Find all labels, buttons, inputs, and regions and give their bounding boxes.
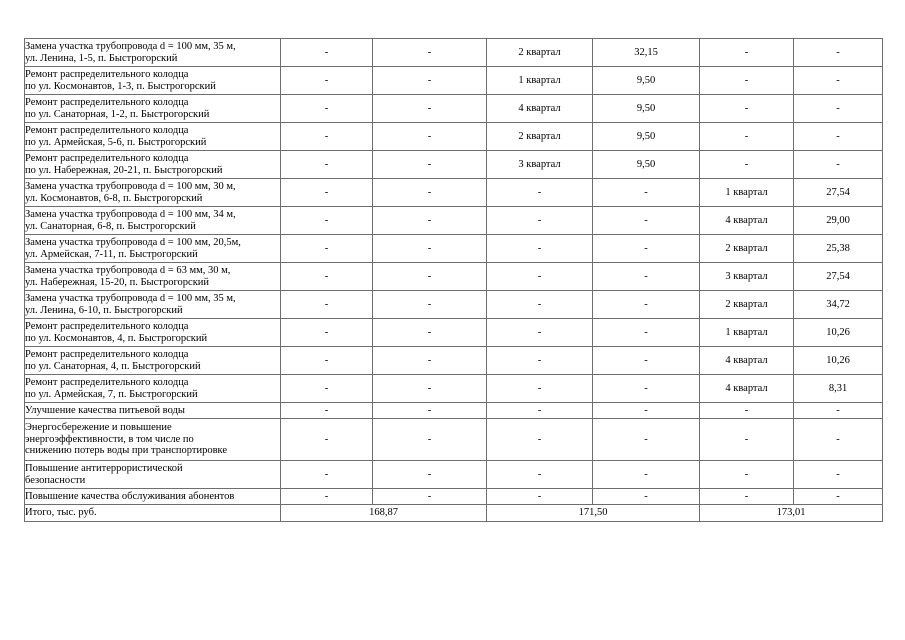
cell: - xyxy=(281,461,373,489)
cell: 9,50 xyxy=(593,67,700,95)
cell: - xyxy=(373,151,487,179)
cell: - xyxy=(593,347,700,375)
table-row xyxy=(25,347,883,375)
row-label: Ремонт распределительного колодца по ул. Космонавтов, 1-3, п. Быстрогорский xyxy=(25,67,281,95)
row-label-line: Замена участка трубопровода d = 100 мм, 35 м, ул. Ленина, 1-5, п. Быстрогорский xyxy=(25,40,236,64)
row-label: Ремонт распределительного колодца по ул. Санаторная, 4, п. Быстрогорский xyxy=(25,347,281,375)
cell: - xyxy=(373,179,487,207)
cell: 3 квартал xyxy=(700,263,794,291)
row-label: Повышение качества обслуживания абонентов xyxy=(25,489,281,505)
cell: - xyxy=(700,39,794,67)
cell: 4 квартал xyxy=(487,95,593,123)
cell: - xyxy=(281,123,373,151)
row-label: Ремонт распределительного колодца по ул. Космонавтов, 4, п. Быстрогорский xyxy=(25,319,281,347)
totals-row xyxy=(25,505,883,522)
table-row xyxy=(25,263,883,291)
table-body xyxy=(25,39,883,522)
row-label: Ремонт распределительного колодца по ул. Армейская, 5-6, п. Быстрогорский xyxy=(25,123,281,151)
cell: - xyxy=(487,319,593,347)
cell: - xyxy=(794,39,883,67)
cell: - xyxy=(281,419,373,461)
cell: - xyxy=(281,39,373,67)
cell: - xyxy=(373,291,487,319)
cell: - xyxy=(281,347,373,375)
cell: 9,50 xyxy=(593,95,700,123)
cell: - xyxy=(281,207,373,235)
cell: 27,54 xyxy=(794,263,883,291)
table-row xyxy=(25,291,883,319)
cell: 1 квартал xyxy=(487,67,593,95)
cell: - xyxy=(281,403,373,419)
cell: - xyxy=(487,419,593,461)
total-value: 168,87 xyxy=(281,505,487,522)
cell: - xyxy=(794,151,883,179)
cell: - xyxy=(373,95,487,123)
cell: - xyxy=(593,291,700,319)
cell: 9,50 xyxy=(593,151,700,179)
table-row xyxy=(25,67,883,95)
cell: - xyxy=(794,95,883,123)
cell: - xyxy=(700,403,794,419)
cell: - xyxy=(281,263,373,291)
investment-table xyxy=(24,38,883,522)
table-row xyxy=(25,207,883,235)
cell: - xyxy=(373,67,487,95)
table-row xyxy=(25,39,883,67)
cell: 1 квартал xyxy=(700,179,794,207)
cell: - xyxy=(593,235,700,263)
cell: 10,26 xyxy=(794,319,883,347)
table-row xyxy=(25,375,883,403)
cell: - xyxy=(487,235,593,263)
table-row xyxy=(25,461,883,489)
cell: - xyxy=(281,95,373,123)
table-row xyxy=(25,95,883,123)
cell: - xyxy=(373,123,487,151)
cell: - xyxy=(700,67,794,95)
cell: - xyxy=(593,403,700,419)
cell: - xyxy=(487,347,593,375)
cell: - xyxy=(700,95,794,123)
cell: - xyxy=(593,461,700,489)
cell: - xyxy=(373,403,487,419)
cell: - xyxy=(487,207,593,235)
cell: 27,54 xyxy=(794,179,883,207)
row-label: Замена участка трубопровода d = 100 мм, 34 м, ул. Санаторная, 6-8, п. Быстрогорский xyxy=(25,207,281,235)
cell: - xyxy=(281,179,373,207)
cell: - xyxy=(487,375,593,403)
row-label: Замена участка трубопровода d = 100 мм, 35 м, ул. Ленина, 6-10, п. Быстрогорский xyxy=(25,291,281,319)
cell: - xyxy=(593,375,700,403)
cell: - xyxy=(281,235,373,263)
cell: - xyxy=(794,461,883,489)
cell: - xyxy=(373,263,487,291)
table-row xyxy=(25,151,883,179)
cell: - xyxy=(281,291,373,319)
total-value: 173,01 xyxy=(700,505,883,522)
cell: - xyxy=(700,151,794,179)
totals-label: Итого, тыс. руб. xyxy=(25,505,281,522)
cell: - xyxy=(373,461,487,489)
cell: - xyxy=(593,207,700,235)
cell: - xyxy=(700,419,794,461)
cell: - xyxy=(794,419,883,461)
cell: 2 квартал xyxy=(700,291,794,319)
row-label: Ремонт распределительного колодца по ул. Армейская, 7, п. Быстрогорский xyxy=(25,375,281,403)
cell: - xyxy=(593,489,700,505)
row-label xyxy=(25,39,281,67)
row-label: Замена участка трубопровода d = 63 мм, 30 м, ул. Набережная, 15-20, п. Быстрогорский xyxy=(25,263,281,291)
cell: - xyxy=(700,461,794,489)
cell: - xyxy=(281,489,373,505)
cell: - xyxy=(700,123,794,151)
cell: 29,00 xyxy=(794,207,883,235)
row-label: Ремонт распределительного колодца по ул. Санаторная, 1-2, п. Быстрогорский xyxy=(25,95,281,123)
table-row xyxy=(25,489,883,505)
table-row xyxy=(25,419,883,461)
cell: 1 квартал xyxy=(700,319,794,347)
cell: - xyxy=(487,489,593,505)
row-label: Замена участка трубопровода d = 100 мм, 20,5м, ул. Армейская, 7-11, п. Быстрогорский xyxy=(25,235,281,263)
cell: 4 квартал xyxy=(700,207,794,235)
cell: - xyxy=(593,263,700,291)
cell: 3 квартал xyxy=(487,151,593,179)
cell: - xyxy=(794,489,883,505)
cell: - xyxy=(487,263,593,291)
cell: - xyxy=(373,489,487,505)
cell: - xyxy=(373,347,487,375)
table-row xyxy=(25,403,883,419)
table-row xyxy=(25,235,883,263)
cell: 9,50 xyxy=(593,123,700,151)
cell: 2 квартал xyxy=(487,39,593,67)
table-row xyxy=(25,123,883,151)
cell: - xyxy=(373,39,487,67)
cell: - xyxy=(281,375,373,403)
cell: 25,38 xyxy=(794,235,883,263)
cell: - xyxy=(593,419,700,461)
cell: - xyxy=(487,403,593,419)
total-value: 171,50 xyxy=(487,505,700,522)
row-label: Улучшение качества питьевой воды xyxy=(25,403,281,419)
cell: 32,15 xyxy=(593,39,700,67)
cell: - xyxy=(593,179,700,207)
cell: 8,31 xyxy=(794,375,883,403)
cell: 10,26 xyxy=(794,347,883,375)
cell: - xyxy=(281,67,373,95)
cell: - xyxy=(487,291,593,319)
cell: 4 квартал xyxy=(700,375,794,403)
row-label: Повышение антитеррористической безопасности xyxy=(25,461,281,489)
cell: - xyxy=(373,319,487,347)
cell: - xyxy=(794,403,883,419)
cell: - xyxy=(487,179,593,207)
row-label: Замена участка трубопровода d = 100 мм, 30 м, ул. Космонавтов, 6-8, п. Быстрогорский xyxy=(25,179,281,207)
cell: 34,72 xyxy=(794,291,883,319)
cell: - xyxy=(373,207,487,235)
cell: - xyxy=(281,319,373,347)
cell: - xyxy=(487,461,593,489)
cell: - xyxy=(700,489,794,505)
cell: - xyxy=(373,375,487,403)
cell: - xyxy=(281,151,373,179)
cell: 4 квартал xyxy=(700,347,794,375)
table-row xyxy=(25,319,883,347)
cell: - xyxy=(373,235,487,263)
cell: - xyxy=(794,67,883,95)
cell: - xyxy=(593,319,700,347)
row-label: Ремонт распределительного колодца по ул. Набережная, 20-21, п. Быстрогорский xyxy=(25,151,281,179)
cell: 2 квартал xyxy=(700,235,794,263)
table-row xyxy=(25,179,883,207)
cell: - xyxy=(373,419,487,461)
cell: - xyxy=(794,123,883,151)
row-label: Энергосбережение и повышение энергоэффективности, в том числе по снижению потерь воды при транспортировке xyxy=(25,419,281,461)
cell: 2 квартал xyxy=(487,123,593,151)
